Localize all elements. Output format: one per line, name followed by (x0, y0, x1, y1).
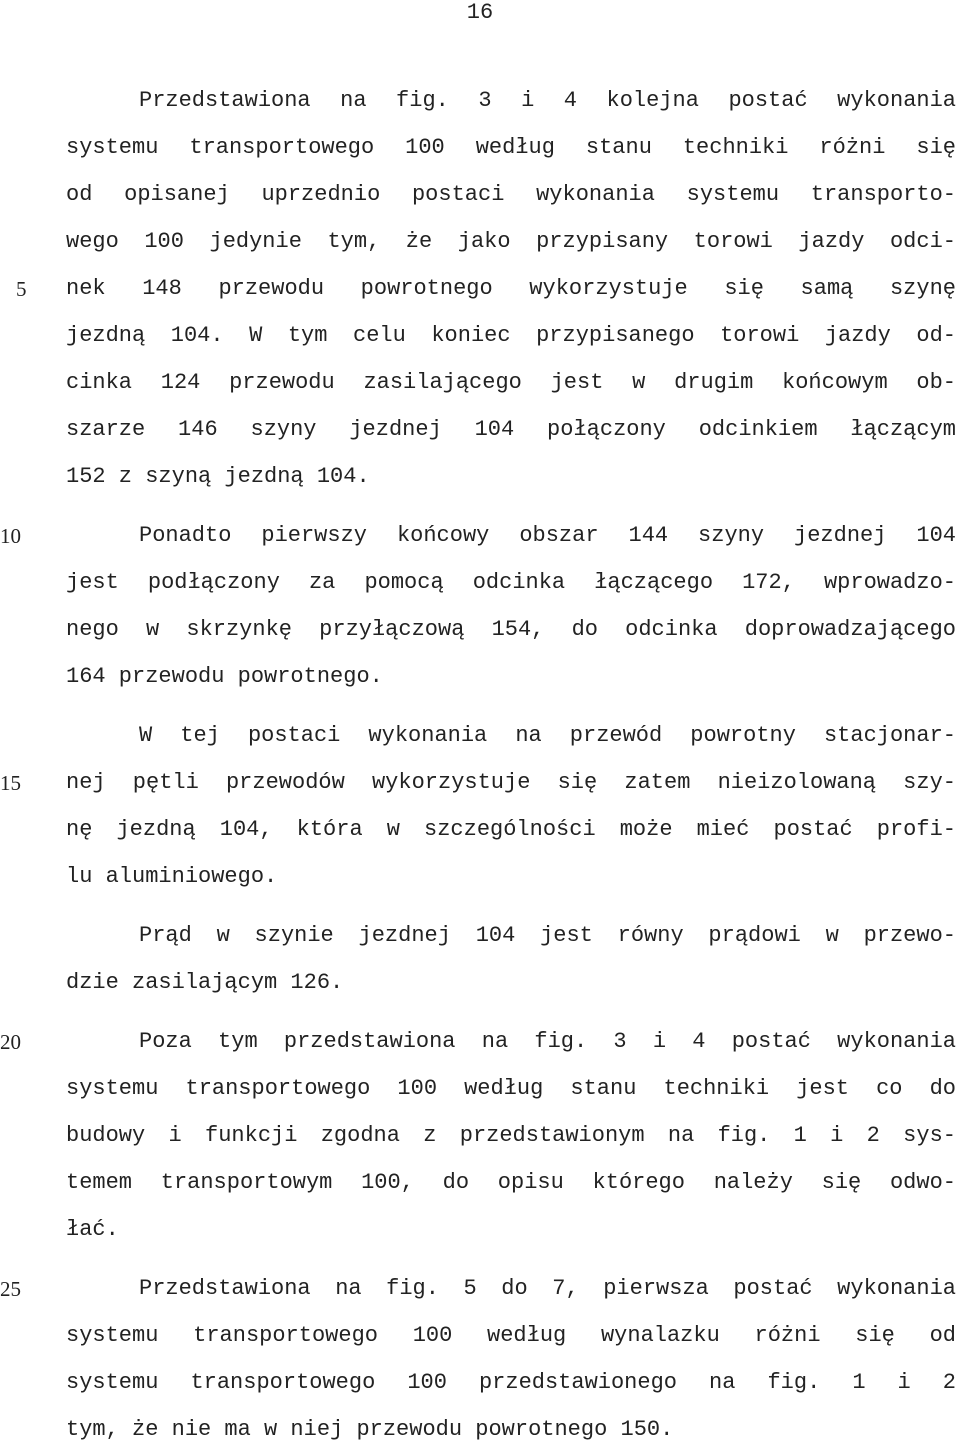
line-number: 5 (16, 277, 27, 301)
text-line: nę jezdną 104, która w szczególności może mieć postać profi- (66, 817, 956, 842)
text-line: jest podłączony za pomocą odcinka łączącego 172, wprowadzo- (66, 570, 956, 595)
text-line: systemu transportowego 100 przedstawionego na fig. 1 i 2 (66, 1370, 956, 1395)
text-line: tym, że nie ma w niej przewodu powrotnego 150. (66, 1417, 674, 1442)
line-number: 15 (0, 771, 21, 795)
text-line: Ponadto pierwszy końcowy obszar 144 szyny jezdnej 104 (139, 523, 956, 548)
text-line: Poza tym przedstawiona na fig. 3 i 4 postać wykonania (139, 1029, 956, 1054)
text-line: lu aluminiowego. (66, 864, 278, 889)
line-number: 20 (0, 1030, 21, 1054)
text-line: nek 148 przewodu powrotnego wykorzystuje się samą szynę (66, 276, 956, 301)
text-line: systemu transportowego 100 według wynalazku różni się od (66, 1323, 956, 1348)
text-line: nego w skrzynkę przyłączową 154, do odcinka doprowadzającego (66, 617, 956, 642)
text-line: 152 z szyną jezdną 104. (66, 464, 370, 489)
text-line: systemu transportowego 100 według stanu techniki jest co do (66, 1076, 956, 1101)
text-line: wego 100 jedynie tym, że jako przypisany torowi jazdy odci- (66, 229, 956, 254)
text-line: 164 przewodu powrotnego. (66, 664, 383, 689)
text-line: systemu transportowego 100 według stanu techniki różni się (66, 135, 956, 160)
line-number: 10 (0, 524, 21, 548)
text-line: dzie zasilającym 126. (66, 970, 344, 995)
page-number: 16 (466, 0, 494, 25)
text-line: nej pętli przewodów wykorzystuje się zatem nieizolowaną szy- (66, 770, 956, 795)
text-line: łać. (66, 1217, 119, 1242)
text-line: Przedstawiona na fig. 3 i 4 kolejna postać wykonania (139, 88, 956, 113)
text-line: Przedstawiona na fig. 5 do 7, pierwsza postać wykonania (139, 1276, 956, 1301)
text-line: szarze 146 szyny jezdnej 104 połączony odcinkiem łączącym (66, 417, 956, 442)
text-line: jezdną 104. W tym celu koniec przypisanego torowi jazdy od- (66, 323, 956, 348)
line-number: 25 (0, 1277, 21, 1301)
text-line: temem transportowym 100, do opisu którego należy się odwo- (66, 1170, 956, 1195)
text-line: Prąd w szynie jezdnej 104 jest równy prądowi w przewo- (139, 923, 956, 948)
text-line: od opisanej uprzednio postaci wykonania systemu transporto- (66, 182, 956, 207)
text-line: cinka 124 przewodu zasilającego jest w drugim końcowym ob- (66, 370, 956, 395)
text-line: W tej postaci wykonania na przewód powrotny stacjonar- (139, 723, 956, 748)
text-line: budowy i funkcji zgodna z przedstawionym na fig. 1 i 2 sys- (66, 1123, 956, 1148)
